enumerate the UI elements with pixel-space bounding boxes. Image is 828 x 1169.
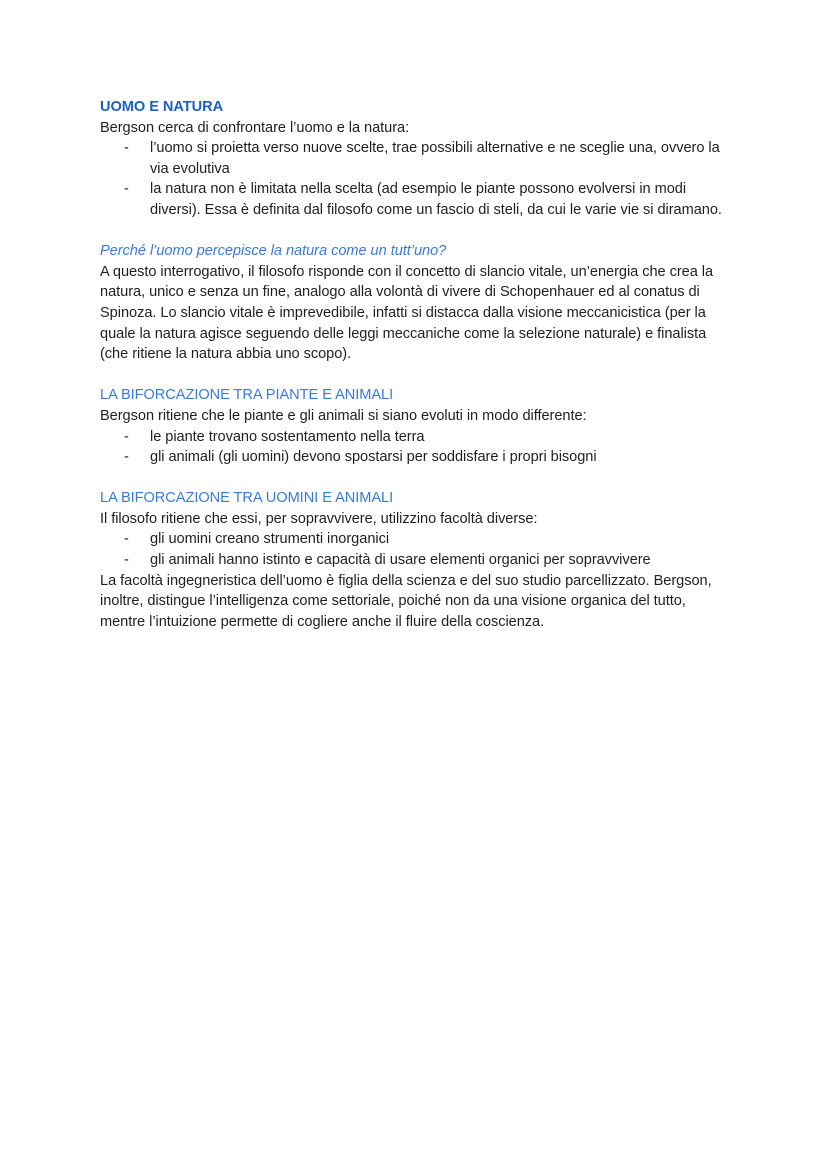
- bullet-dash: -: [124, 449, 129, 466]
- section-paragraph: A questo interrogativo, il filosofo risponde con il concetto di slancio vitale, un’energia che crea la natura, unico e senza un fine, analogo alla volontà di vivere di Schopenhauer ed al conatus di Spinoza. Lo slancio vitale è imprevedibile, infatti si distacca dalla visione meccanicistica (per la quale la natura agisce seguendo delle leggi meccaniche come la selezione naturale) e finalista (che ritiene la natura abbia uno scopo).: [100, 263, 714, 363]
- list-item: [100, 529, 730, 550]
- section-question: [100, 241, 730, 365]
- bullet-list: [100, 138, 730, 220]
- bullet-list: [100, 427, 730, 468]
- spacer: [100, 221, 730, 242]
- list-item-text: gli animali hanno istinto e capacità di usare elementi organici per sopravvivere: [150, 552, 651, 569]
- bullet-dash: -: [124, 428, 129, 445]
- bullet-dash: -: [124, 181, 129, 198]
- list-item: [100, 550, 730, 571]
- bullet-list: [100, 529, 730, 570]
- list-item: [100, 138, 730, 179]
- section-biforcazione-uomini-animali: [100, 488, 730, 632]
- list-item: [100, 427, 730, 448]
- spacer: [100, 365, 730, 386]
- list-item-text: l’uomo si proietta verso nuove scelte, trae possibili alternative e ne sceglie una, ovvero la via evolutiva: [150, 140, 720, 177]
- section-title: LA BIFORCAZIONE TRA PIANTE E ANIMALI: [100, 387, 394, 404]
- section-biforcazione-piante-animali: [100, 385, 730, 467]
- section-intro: Bergson ritiene che le piante e gli animali si siano evoluti in modo differente:: [100, 407, 587, 424]
- section-question-heading: Perché l’uomo percepisce la natura come un tutt’uno?: [100, 243, 447, 260]
- document-page: [100, 97, 730, 632]
- list-item: [100, 179, 730, 220]
- bullet-dash: -: [124, 140, 129, 157]
- list-item-text: le piante trovano sostentamento nella terra: [150, 428, 425, 445]
- section-intro: Bergson cerca di confrontare l’uomo e la natura:: [100, 119, 410, 136]
- bullet-dash: -: [124, 531, 129, 548]
- section-title: LA BIFORCAZIONE TRA UOMINI E ANIMALI: [100, 490, 394, 507]
- section-outro: La facoltà ingegneristica dell’uomo è figlia della scienza e del suo studio parcellizzato. Bergson, inoltre, distingue l’intelligenza come settoriale, poiché non da una visione organica del tutto, mentre l’intuizione permette di cogliere anche il fluire della coscienza.: [100, 572, 712, 630]
- section-title: UOMO E NATURA: [100, 99, 224, 115]
- section-intro: Il filosofo ritiene che essi, per sopravvivere, utilizzino facoltà diverse:: [100, 510, 538, 527]
- list-item-text: gli animali (gli uomini) devono spostarsi per soddisfare i propri bisogni: [150, 449, 597, 466]
- spacer: [100, 468, 730, 489]
- list-item-text: la natura non è limitata nella scelta (ad esempio le piante possono evolversi in modi diversi). Essa è definita dal filosofo come un fascio di steli, da cui le varie vie si diramano.: [150, 181, 722, 218]
- list-item-text: gli uomini creano strumenti inorganici: [150, 531, 390, 548]
- list-item: [100, 447, 730, 468]
- section-uomo-e-natura: [100, 97, 730, 221]
- bullet-dash: -: [124, 552, 129, 569]
